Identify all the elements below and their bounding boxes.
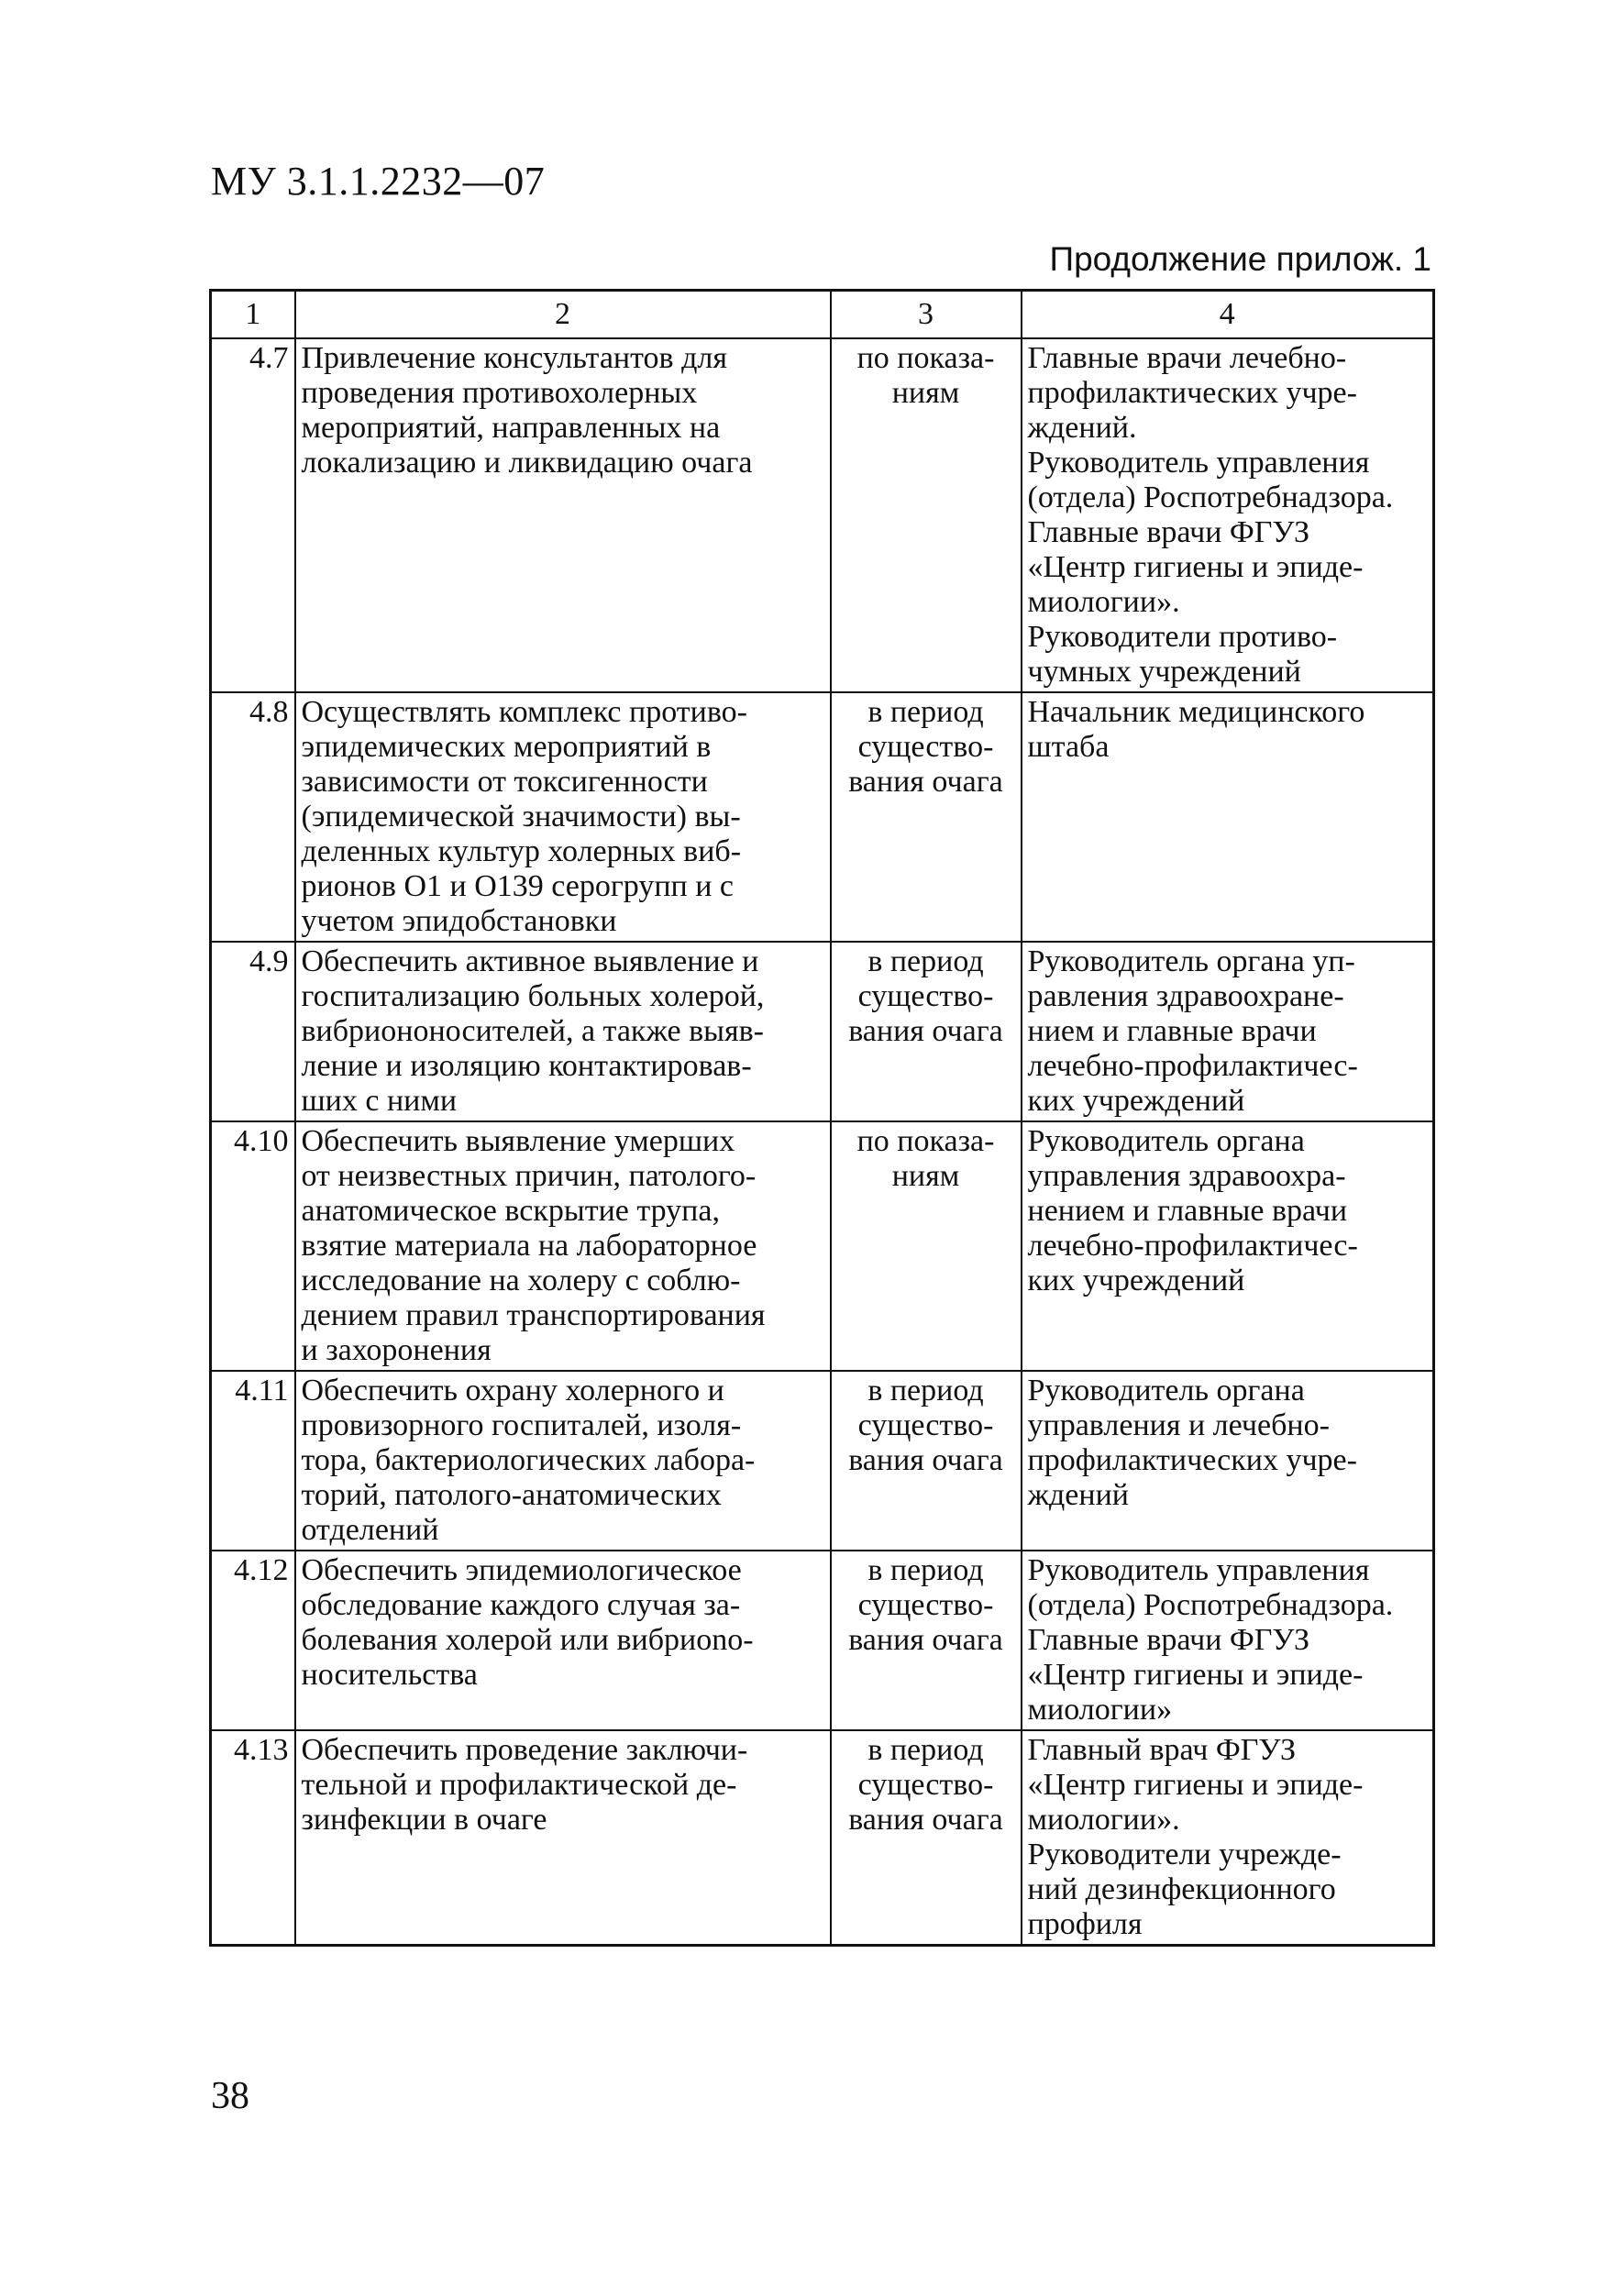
table-row: [211, 942, 1434, 1121]
measure-description: Обеспечить активное выявление и госпитализацию больных холерой, вибриононосителей, а также выяв- ление и изоляцию контактировав- ших с ними: [295, 942, 831, 1121]
measure-term: в период существо- вания очага: [831, 1730, 1022, 1946]
measure-description: Обеспечить охрану холерного и провизорного госпиталей, изоля- тора, бактериологических лабора- торий, патолого-анатомических отделений: [295, 1371, 831, 1551]
row-number: 4.12: [211, 1551, 295, 1730]
responsible-persons: Руководитель органа управления здравоохра- нением и главные врачи лечебно-профилактичес- ких учреждений: [1022, 1121, 1434, 1371]
responsible-persons: Руководитель органа управления и лечебно- профилактических учре- ждений: [1022, 1371, 1434, 1551]
continuation-label: Продолжение прилож. 1: [1049, 240, 1431, 278]
measure-term: в период существо- вания очага: [831, 692, 1022, 942]
row-number: 4.11: [211, 1371, 295, 1551]
measures-table: [209, 289, 1435, 1947]
responsible-persons: Начальник медицинского штаба: [1022, 692, 1434, 942]
row-number: 4.7: [211, 338, 295, 692]
measure-term: в период существо- вания очага: [831, 942, 1022, 1121]
responsible-persons: Главный врач ФГУЗ «Центр гигиены и эпиде- миологии». Руководители учрежде- ний дезинфекционного профиля: [1022, 1730, 1434, 1946]
measure-term: в период существо- вания очага: [831, 1371, 1022, 1551]
responsible-persons: Главные врачи лечебно- профилактических учре- ждений. Руководитель управления (отдела) Роспотребнадзора. Главные врачи ФГУЗ «Центр гигиены и эпиде- миологии». Руководители противо- чумных учреждений: [1022, 338, 1434, 692]
document-code: МУ 3.1.1.2232—07: [211, 159, 546, 204]
responsible-persons: Руководитель органа уп- равления здравоохране- нием и главные врачи лечебно-профилактичес- ких учреждений: [1022, 942, 1434, 1121]
column-header: 1: [211, 291, 295, 339]
measure-term: по показа- ниям: [831, 1121, 1022, 1371]
measure-term: в период существо- вания очага: [831, 1551, 1022, 1730]
measure-description: Обеспечить эпидемиологическое обследование каждого случая за- болевания холерой или вибриono- носительства: [295, 1551, 831, 1730]
table-row: [211, 692, 1434, 942]
column-header: 2: [295, 291, 831, 339]
table-row: [211, 1551, 1434, 1730]
measure-term: по показа- ниям: [831, 338, 1022, 692]
table-row: [211, 1121, 1434, 1371]
responsible-persons: Руководитель управления (отдела) Роспотребнадзора. Главные врачи ФГУЗ «Центр гигиены и эпиде- миологии»: [1022, 1551, 1434, 1730]
measure-description: Привлечение консультантов для проведения противохолерных мероприятий, направленных на локализацию и ликвидацию очага: [295, 338, 831, 692]
row-number: 4.13: [211, 1730, 295, 1946]
table-row: [211, 1730, 1434, 1946]
row-number: 4.10: [211, 1121, 295, 1371]
column-header: 4: [1022, 291, 1434, 339]
table-row: [211, 338, 1434, 692]
row-number: 4.9: [211, 942, 295, 1121]
measure-description: Обеспечить выявление умерших от неизвестных причин, патолого- анатомическое вскрытие трупа, взятие материала на лабораторное исследование на холеру с соблю- дением правил транспортирования и захоронения: [295, 1121, 831, 1371]
table-header-row: [211, 291, 1434, 339]
measure-description: Осуществлять комплекс противо- эпидемических мероприятий в зависимости от токсигенности (эпидемической значимости) вы- деленных культур холерных виб- рионов О1 и О139 серогрупп и с учетом эпидобстановки: [295, 692, 831, 942]
column-header: 3: [831, 291, 1022, 339]
measure-description: Обеспечить проведение заключи- тельной и профилактической де- зинфекции в очаге: [295, 1730, 831, 1946]
page-number: 38: [211, 2075, 249, 2117]
row-number: 4.8: [211, 692, 295, 942]
table-row: [211, 1371, 1434, 1551]
